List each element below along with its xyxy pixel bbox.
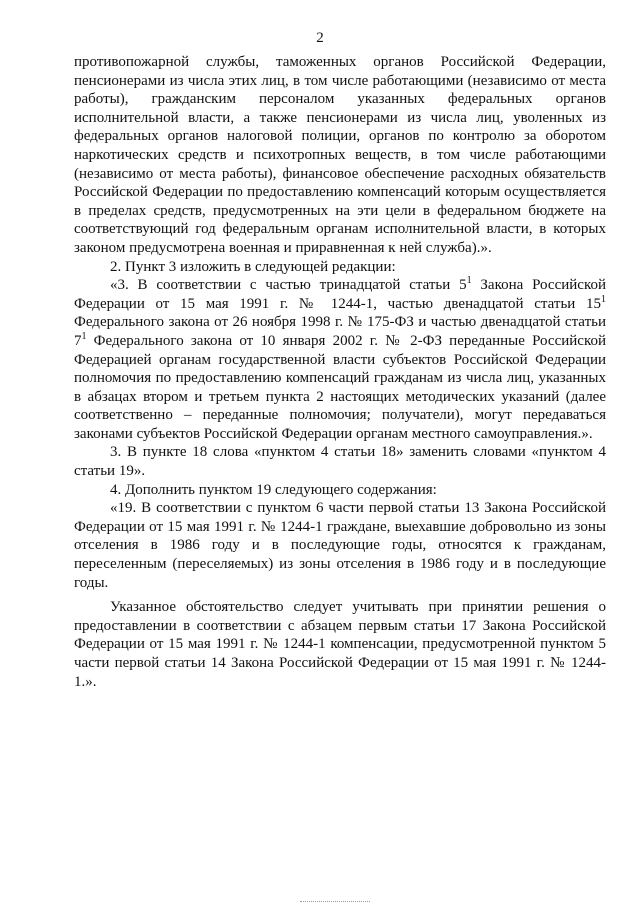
paragraph-item-2: 2. Пункт 3 изложить в следующей редакции:	[110, 258, 396, 275]
superscript: 1	[466, 275, 472, 287]
paragraph-continuation: противопожарной службы, таможенных органов Российской Федерации, пенсионерами из числа этих лиц, в том числе работающими (независимо от места работы), гражданским персоналом указанных федеральных органов исполнительной власти, а также пенсионерами из числа лиц, уволенных из федеральных органов налоговой полиции, органов по контролю за оборотом наркотических средств и психотропных веществ, в том числе работающими (независимо от места работы), финансовое обеспечение расходных обязательств Российской Федерации по предоставлению компенсаций которым осуществляется в пределах средств, предусмотренных на эти цели в федеральном бюджете на соответствующий год федеральным органам исполнительной власти, в которых законом предусмотрена военная и приравненная к ней служба).».	[74, 54, 606, 256]
superscript: 1	[601, 293, 606, 305]
paragraph-item-3-amend: 3. В пункте 18 слова «пунктом 4 статьи 18» заменить словами «пунктом 4 статьи 19».	[74, 444, 606, 480]
scan-artifact-line	[300, 901, 370, 904]
text-run: Федерального закона от 26 ноября 1998 г. № 175-ФЗ и частью двенадцатой статьи 7	[74, 314, 606, 349]
text-run: «3. В соответствии с частью тринадцатой статьи 5	[110, 277, 467, 294]
text-run: Закона Российской Федерации от 15 мая 1991 г. № 1244-1, частью двенадцатой статьи 15	[74, 277, 607, 312]
page-number: 2	[316, 30, 324, 46]
paragraph-note: Указанное обстоятельство следует учитывать при принятии решения о предоставлении в соответствии с абзацем первым статьи 17 Закона Российской Федерации от 15 мая 1991 г. № 1244-1 компенсации, предусмотренной пунктом 5 части первой статьи 14 Закона Российской Федерации от 15 мая 1991 г. № 1244-1.».	[74, 599, 606, 690]
paragraph-item-4: 4. Дополнить пунктом 19 следующего содержания:	[110, 481, 437, 498]
superscript: 1	[81, 330, 87, 342]
document-body	[74, 53, 606, 691]
text-run: Федерального закона от 10 января 2002 г. № 2-ФЗ переданные Российской Федерацией органам государственной власти субъектов Российской Федерации полномочия по предоставлению компенсаций гражданам из числа лиц, указанных в абзацах втором и третьем пункта 2 настоящих методических указаний (далее соответственно – переданные полномочия; получатели), могут передаваться законами субъектов Российской Федерации органам местного самоуправления.».	[74, 332, 606, 442]
paragraph-item-3-text	[74, 276, 606, 443]
paragraph-item-19: «19. В соответствии с пунктом 6 части первой статьи 13 Закона Российской Федерации от 15 мая 1991 г. № 1244-1 граждане, выехавшие добровольно из зоны отселения в 1986 году и в последующие годы, относятся к гражданам, переселенным (переселяемых) из зоны отселения в 1986 году и в последующие годы.	[74, 500, 606, 591]
